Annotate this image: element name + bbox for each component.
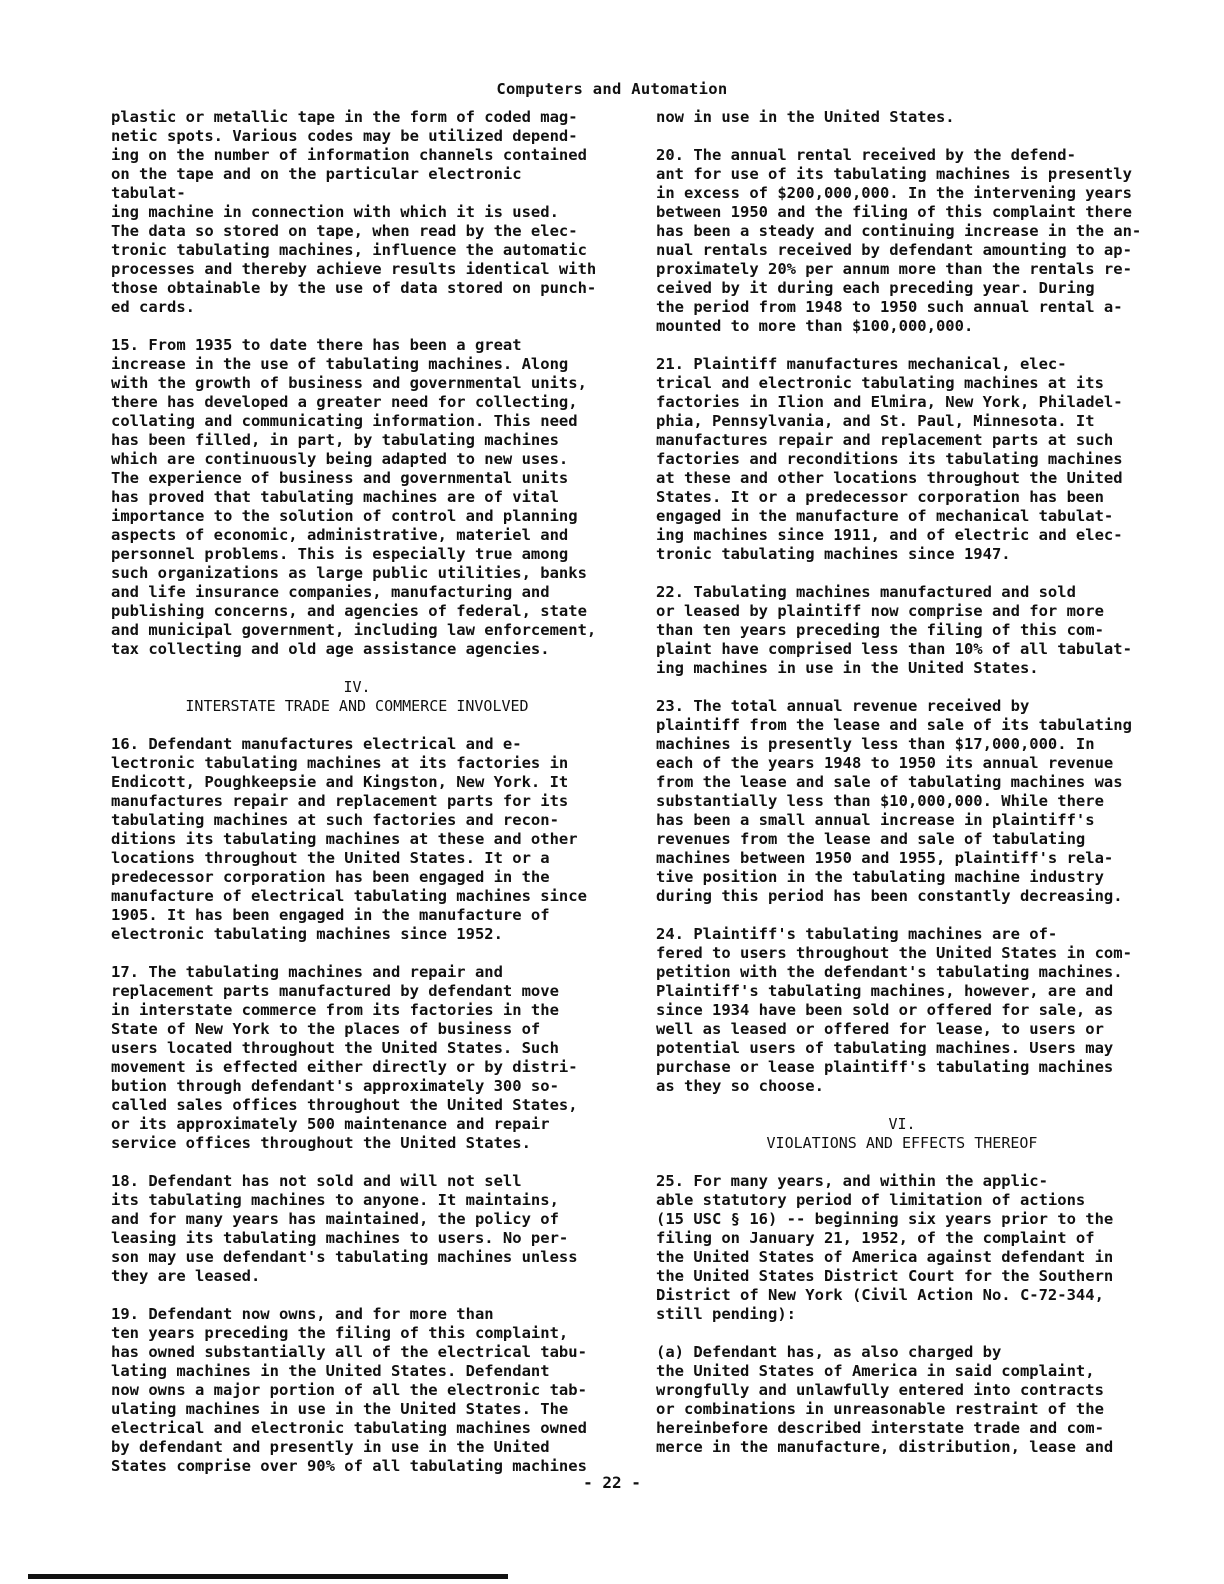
paragraph-16: 16. Defendant manufactures electrical and e- lectronic tabulating machines at its factories in Endicott, Poughkeepsie and Kingston, New York. It manufactures repair and replacement parts for its tabulating machines at such factories and recon- ditions its tabulating machines at these and other locations throughout the United States. It or a predecessor corporation has been engaged in the manufacture of electrical tabulating machines since 1905. It has been engaged in the manufacture of electronic tabulating machines since 1952.: [111, 735, 587, 943]
paragraph-25a: (a) Defendant has, as also charged by the United States of America in said complaint, wrongfully and unlawfully entered into contracts or combinations in unreasonable restraint of the hereinbefore described interstate trade and com- merce in the manufacture, distribution, lease and: [656, 1343, 1114, 1456]
paragraph-14-continued: plastic or metallic tape in the form of coded mag- netic spots. Various codes may be utilized depend- ing on the number of information channels contained on the tape and on the particular electronic tabulat- ing machine in connection with which it is used. The data so stored on tape, when read by the elec- tronic tabulating machines, influence the automatic processes and thereby achieve results identical with those obtainable by the use of data stored on punch- ed cards.: [111, 108, 597, 316]
paragraph-17: 17. The tabulating machines and repair and replacement parts manufactured by defendant move in interstate commerce from its factories in the State of New York to the places of business of users located throughout the United States. Such movement is effected either directly or by distri- bution through defendant's approximately 300 so- called sales offices throughout the United States, or its approximately 500 maintenance and repair service offices throughout the United States.: [111, 963, 578, 1152]
section-vi-title: VIOLATIONS AND EFFECTS THEREOF: [766, 1134, 1038, 1152]
section-iv-title: INTERSTATE TRADE AND COMMERCE INVOLVED: [185, 697, 529, 715]
paragraph-19: 19. Defendant now owns, and for more than ten years preceding the filing of this complaint, has owned substantially all of the electrical tabu- lating machines in the United States. Defendant now owns a major portion of all the electronic tab- ulating machines in use in the United States. The electrical and electronic tabulating machines owned by defendant and presently in use in the United States comprise over 90% of all tabulating machines: [111, 1305, 587, 1475]
paragraph-21: 21. Plaintiff manufactures mechanical, elec- trical and electronic tabulating machines at its factories in Ilion and Elmira, New York, Philadel- phia, Pennsylvania, and St. Paul, Minnesota. It manufactures repair and replacement parts at such factories and reconditions its tabulating machines at these and other locations throughout the United States. It or a predecessor corporation has been engaged in the manufacture of mechanical tabulat- ing machines since 1911, and of electric and elec- tronic tabulating machines since 1947.: [656, 355, 1123, 563]
running-header: Computers and Automation: [496, 80, 728, 98]
section-vi-number: VI.: [888, 1115, 916, 1133]
paragraph-23: 23. The total annual revenue received by plaintiff from the lease and sale of its tabulating machines is presently less than $17,000,000. In each of the years 1948 to 1950 its annual revenue from the lease and sale of tabulating machines was substantially less than $10,000,000. While there has been a small annual increase in plaintiff's revenues from the lease and sale of tabulating machines between 1950 and 1955, plaintiff's rela- tive position in the tabulating machine industry during this period has been constantly decreasing.: [656, 697, 1132, 905]
page-number: - 22 -: [583, 1473, 641, 1492]
paragraph-19-continued: now in use in the United States.: [656, 108, 955, 126]
paragraph-25: 25. For many years, and within the applic- able statutory period of limitation of actions (15 USC § 16) -- beginning six years prior to the filing on January 21, 1952, of the complaint of the United States of America against defendant in the United States District Court for the Southern District of New York (Civil Action No. C-72-344, still pending):: [656, 1172, 1114, 1323]
section-iv-number: IV.: [343, 678, 371, 696]
paragraph-20: 20. The annual rental received by the defend- ant for use of its tabulating machines is presently in excess of $200,000,000. In the intervening years between 1950 and the filing of this complaint there has been a steady and continuing increase in the an- nual rentals received by defendant amounting to ap- proximately 20% per annum more than the rentals re- ceived by it during each preceding year. During the period from 1948 to 1950 such annual rental a- mounted to more than $100,000,000.: [656, 146, 1142, 335]
paragraph-15: 15. From 1935 to date there has been a great increase in the use of tabulating machines. Along with the growth of business and governmental units, there has developed a greater need for collecting, collating and communicating information. This need has been filled, in part, by tabulating machines which are continuously being adapted to new uses. The experience of business and governmental units has proved that tabulating machines are of vital importance to the solution of control and planning aspects of economic, administrative, materiel and personnel problems. This is especially true among such organizations as large public utilities, banks and life insurance companies, manufacturing and publishing concerns, and agencies of federal, state and municipal government, including law enforcement, tax collecting and old age assistance agencies.: [111, 336, 597, 658]
left-column: [111, 108, 603, 1476]
bottom-rule: [28, 1574, 508, 1579]
paragraph-22: 22. Tabulating machines manufactured and sold or leased by plaintiff now comprise and for more than ten years preceding the filing of this com- plaint have comprised less than 10% of all tabulat- ing machines in use in the United States.: [656, 583, 1132, 677]
paragraph-18: 18. Defendant has not sold and will not sell its tabulating machines to anyone. It maintains, and for many years has maintained, the policy of leasing its tabulating machines to users. No per- son may use defendant's tabulating machines unless they are leased.: [111, 1172, 578, 1285]
right-column: [656, 108, 1148, 1457]
paragraph-24: 24. Plaintiff's tabulating machines are of- fered to users throughout the United States in com- petition with the defendant's tabulating machines. Plaintiff's tabulating machines, however, are and since 1934 have been sold or offered for sale, as well as leased or offered for lease, to users or potential users of tabulating machines. Users may purchase or lease plaintiff's tabulating machines as they so choose.: [656, 925, 1132, 1095]
